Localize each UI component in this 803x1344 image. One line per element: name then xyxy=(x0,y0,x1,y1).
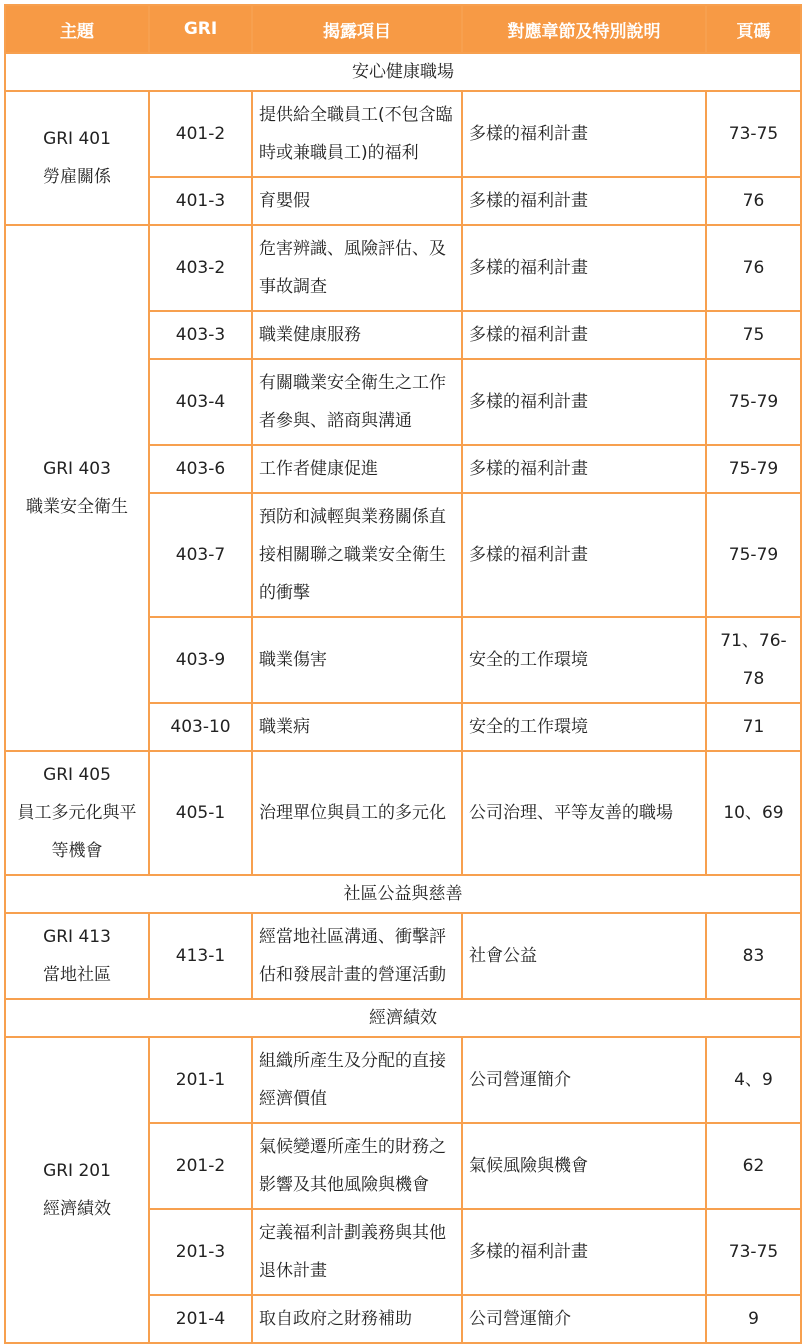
table-row xyxy=(5,225,801,311)
disclosure-code: 403-3 xyxy=(149,311,252,359)
reference-section: 多樣的福利計畫 xyxy=(462,177,706,225)
section-row xyxy=(5,53,801,91)
reference-section: 公司營運簡介 xyxy=(462,1037,706,1123)
disclosure-item: 職業健康服務 xyxy=(252,311,462,359)
disclosure-item: 育嬰假 xyxy=(252,177,462,225)
disclosure-code: 401-2 xyxy=(149,91,252,177)
header-page: 頁碼 xyxy=(706,5,801,53)
topic-cell xyxy=(5,225,149,751)
reference-section: 多樣的福利計畫 xyxy=(462,91,706,177)
reference-section: 多樣的福利計畫 xyxy=(462,311,706,359)
topic-name: 職業安全衛生 xyxy=(26,497,128,517)
page-number: 62 xyxy=(706,1123,801,1209)
topic-cell xyxy=(5,751,149,875)
header-reference: 對應章節及特別說明 xyxy=(462,5,706,53)
disclosure-item: 氣候變遷所產生的財務之影響及其他風險與機會 xyxy=(252,1123,462,1209)
table-body xyxy=(5,53,801,1343)
disclosure-item: 預防和減輕與業務關係直接相關聯之職業安全衛生的衝擊 xyxy=(252,493,462,617)
disclosure-item: 取自政府之財務補助 xyxy=(252,1295,462,1343)
disclosure-code: 401-3 xyxy=(149,177,252,225)
page-number: 73-75 xyxy=(706,1209,801,1295)
disclosure-code: 403-7 xyxy=(149,493,252,617)
reference-section: 安全的工作環境 xyxy=(462,703,706,751)
topic-code: GRI 405 xyxy=(43,765,111,785)
topic-code: GRI 201 xyxy=(43,1161,111,1181)
disclosure-code: 201-3 xyxy=(149,1209,252,1295)
section-title: 安心健康職場 xyxy=(5,53,801,91)
disclosure-item: 職業病 xyxy=(252,703,462,751)
page-number: 73-75 xyxy=(706,91,801,177)
page-number: 71 xyxy=(706,703,801,751)
disclosure-item: 定義福利計劃義務與其他退休計畫 xyxy=(252,1209,462,1295)
topic-name: 員工多元化與平等機會 xyxy=(17,803,137,861)
disclosure-item: 工作者健康促進 xyxy=(252,445,462,493)
page-number: 76 xyxy=(706,177,801,225)
reference-section: 安全的工作環境 xyxy=(462,617,706,703)
section-row xyxy=(5,875,801,913)
page-number: 71、76-78 xyxy=(706,617,801,703)
page-number: 75-79 xyxy=(706,359,801,445)
topic-name: 當地社區 xyxy=(43,965,111,985)
disclosure-code: 405-1 xyxy=(149,751,252,875)
page-number: 83 xyxy=(706,913,801,999)
reference-section: 多樣的福利計畫 xyxy=(462,493,706,617)
page-number: 4、9 xyxy=(706,1037,801,1123)
topic-cell xyxy=(5,91,149,225)
section-row xyxy=(5,999,801,1037)
disclosure-item: 組織所產生及分配的直接經濟價值 xyxy=(252,1037,462,1123)
page-number: 75 xyxy=(706,311,801,359)
disclosure-code: 201-1 xyxy=(149,1037,252,1123)
disclosure-code: 201-2 xyxy=(149,1123,252,1209)
disclosure-item: 經當地社區溝通、衝擊評估和發展計畫的營運活動 xyxy=(252,913,462,999)
disclosure-code: 403-9 xyxy=(149,617,252,703)
disclosure-code: 403-2 xyxy=(149,225,252,311)
header-topic: 主題 xyxy=(5,5,149,53)
disclosure-code: 403-6 xyxy=(149,445,252,493)
reference-section: 多樣的福利計畫 xyxy=(462,225,706,311)
disclosure-code: 403-10 xyxy=(149,703,252,751)
section-title: 經濟績效 xyxy=(5,999,801,1037)
disclosure-code: 201-4 xyxy=(149,1295,252,1343)
topic-name: 經濟績效 xyxy=(43,1199,111,1219)
table-row xyxy=(5,913,801,999)
topic-code: GRI 401 xyxy=(43,129,111,149)
header-disclosure: 揭露項目 xyxy=(252,5,462,53)
reference-section: 多樣的福利計畫 xyxy=(462,1209,706,1295)
topic-code: GRI 413 xyxy=(43,927,111,947)
table-row xyxy=(5,1037,801,1123)
topic-cell xyxy=(5,913,149,999)
page-number: 75-79 xyxy=(706,445,801,493)
table-row xyxy=(5,751,801,875)
header-gri: GRI xyxy=(149,5,252,53)
disclosure-item: 治理單位與員工的多元化 xyxy=(252,751,462,875)
table-row xyxy=(5,91,801,177)
page-number: 76 xyxy=(706,225,801,311)
reference-section: 公司營運簡介 xyxy=(462,1295,706,1343)
page-number: 75-79 xyxy=(706,493,801,617)
header-row xyxy=(5,5,801,53)
disclosure-item: 危害辨識、風險評估、及事故調查 xyxy=(252,225,462,311)
disclosure-code: 403-4 xyxy=(149,359,252,445)
topic-code: GRI 403 xyxy=(43,459,111,479)
reference-section: 氣候風險與機會 xyxy=(462,1123,706,1209)
topic-cell xyxy=(5,1037,149,1343)
disclosure-item: 職業傷害 xyxy=(252,617,462,703)
reference-section: 社會公益 xyxy=(462,913,706,999)
section-title: 社區公益與慈善 xyxy=(5,875,801,913)
reference-section: 公司治理、平等友善的職場 xyxy=(462,751,706,875)
topic-name: 勞雇關係 xyxy=(43,167,111,187)
disclosure-item: 提供給全職員工(不包含臨時或兼職員工)的福利 xyxy=(252,91,462,177)
reference-section: 多樣的福利計畫 xyxy=(462,359,706,445)
gri-index-table xyxy=(4,4,802,1344)
disclosure-item: 有關職業安全衛生之工作者參與、諮商與溝通 xyxy=(252,359,462,445)
page-number: 10、69 xyxy=(706,751,801,875)
reference-section: 多樣的福利計畫 xyxy=(462,445,706,493)
page-number: 9 xyxy=(706,1295,801,1343)
disclosure-code: 413-1 xyxy=(149,913,252,999)
